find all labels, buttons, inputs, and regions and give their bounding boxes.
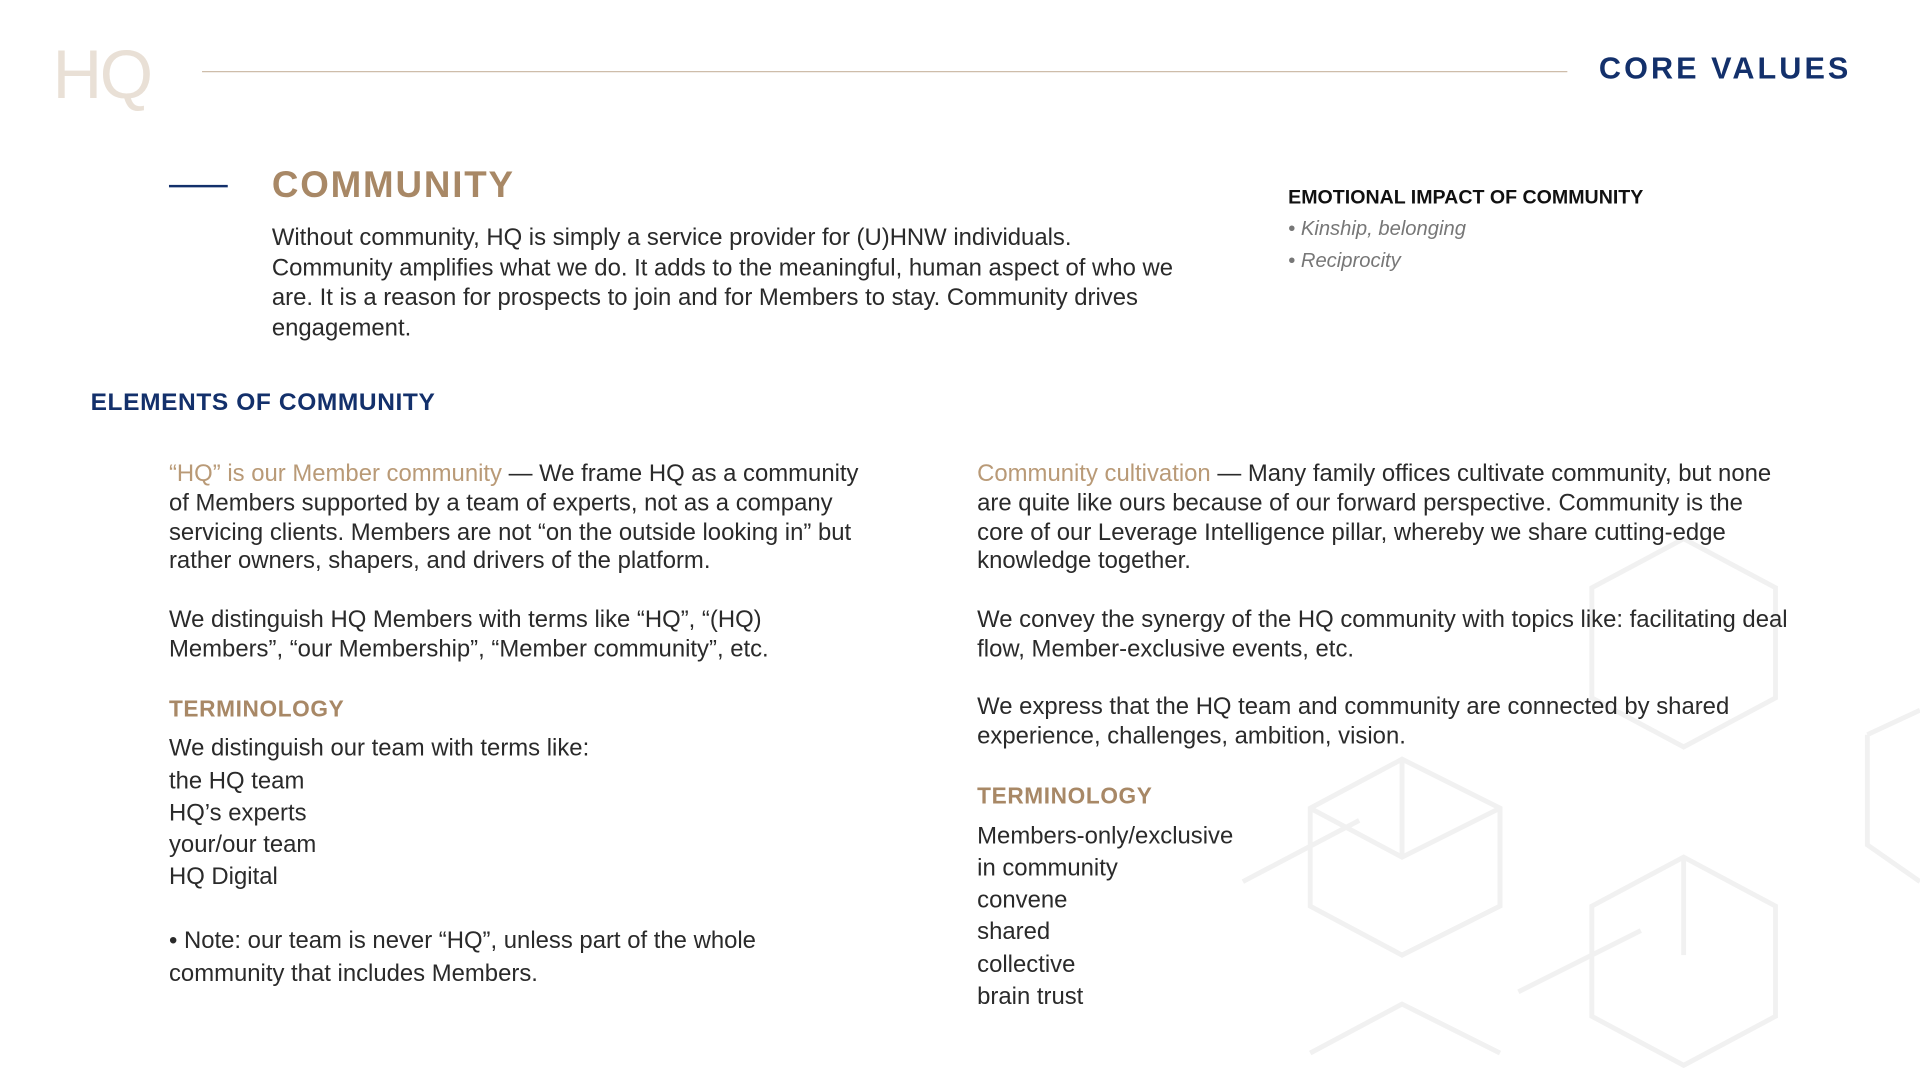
synergy-paragraph: We convey the synergy of the HQ community with topics like: facilitating deal flow, Member-exclusive events, etc. (977, 606, 1788, 663)
list-item: collective (977, 950, 1076, 978)
lead-phrase: Community cultivation (977, 460, 1211, 488)
member-community-paragraph (169, 460, 879, 577)
note: • Note: our team is never “HQ”, unless part of the whole community that includes Members. (168, 927, 756, 987)
list-item: brain trust (977, 982, 1084, 1010)
list-item: shared (977, 918, 1051, 946)
page-title: COMMUNITY (271, 165, 515, 206)
terms-intro: We distinguish our team with terms like: (168, 735, 590, 763)
right-column (977, 460, 1791, 1012)
list-item: convene (977, 886, 1068, 914)
list-item: in community (977, 854, 1118, 882)
cultivation-paragraph (977, 460, 1791, 577)
emotional-item: • Reciprocity (1288, 249, 1401, 272)
distinguish-paragraph: We distinguish HQ Members with terms like “HQ”, “(HQ) Members”, “our Membership”, “Member community”, etc. (168, 606, 769, 663)
list-item: your/our team (168, 831, 317, 859)
list-item: the HQ team (168, 767, 305, 795)
intro-paragraph: Without community, HQ is simply a service provider for (U)HNW individuals. Community amplifies what we do. It adds to the meaningful, human aspect of who we are. It is a reason for prospects to join and for Members to stay. Community drives engagement. (271, 224, 1174, 342)
arrow-line-icon (169, 185, 228, 187)
team-terms-list (169, 733, 879, 893)
emotional-item: • Kinship, belonging (1288, 217, 1466, 241)
section-title: CORE VALUES (1598, 51, 1852, 86)
list-item: HQ’s experts (168, 799, 307, 827)
list-item: HQ Digital (168, 863, 278, 891)
header-divider (202, 71, 1567, 72)
emotional-impact-heading: EMOTIONAL IMPACT OF COMMUNITY (1288, 187, 1644, 209)
connection-paragraph: We express that the HQ team and community are connected by shared experience, challenges, ambition, vision. (977, 693, 1730, 750)
elements-heading: ELEMENTS OF COMMUNITY (90, 389, 436, 417)
paragraph-text: — We frame HQ as a community of Members supported by a team of experts, not as a company servicing clients. Members are not “on the outside looking in” but rather owners, shapers, and drivers of the platform. (168, 460, 859, 575)
left-column (169, 460, 879, 989)
lead-phrase: “HQ” is our Member community (168, 460, 503, 488)
list-item: Members-only/exclusive (977, 822, 1234, 850)
community-terms-list (977, 820, 1791, 1013)
terminology-heading: TERMINOLOGY (168, 694, 345, 721)
paragraph-text: — Many family offices cultivate community, but none are quite like ours because of our forward perspective. Community is the core of our Leverage Intelligence pillar, whereby we share cutting-edge knowledge together. (977, 460, 1772, 575)
hq-logo: HQ (52, 35, 151, 113)
terminology-heading: TERMINOLOGY (977, 782, 1153, 809)
